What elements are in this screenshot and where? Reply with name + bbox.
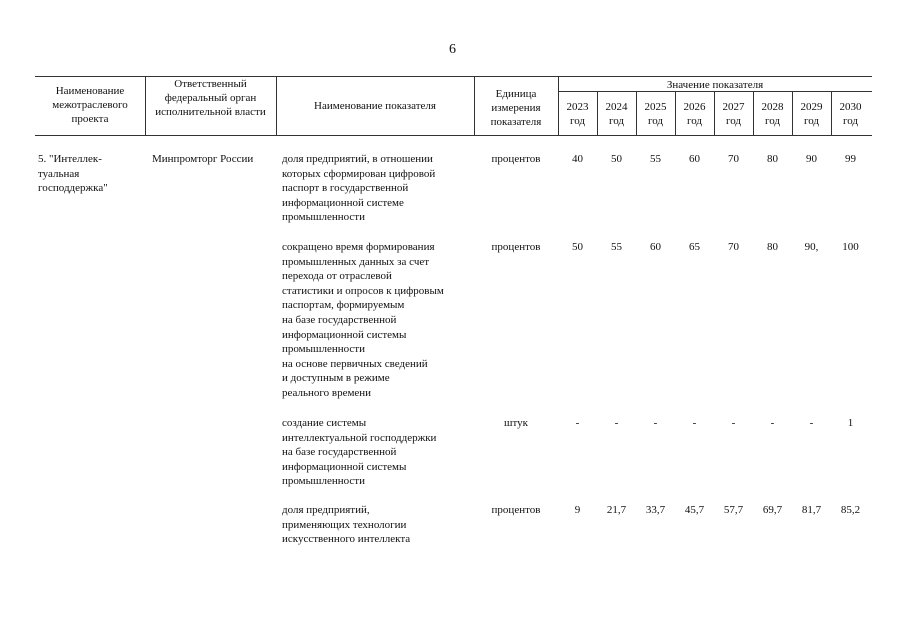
header-year-suffix: год [842, 115, 859, 127]
indicator-name-line: сокращено время формирования [282, 241, 435, 253]
indicator-value: 70 [728, 241, 739, 253]
indicator-name-line: промышленных данных за счет [282, 255, 430, 268]
indicator-value: - [692, 417, 697, 429]
header-indicator-name: Наименование показателя [314, 100, 436, 112]
indicator-name-line: доля предприятий, [282, 504, 370, 516]
indicator-unit: процентов [491, 153, 541, 165]
header-year-suffix: год [569, 115, 586, 127]
indicator-name-line: промышленности [282, 211, 365, 224]
header-year-suffix: год [647, 115, 664, 127]
header-year-number: 2023 [566, 101, 589, 113]
header-year [558, 100, 597, 128]
indicator-value: 99 [845, 153, 856, 165]
indicator-name-line: искусственного интеллекта [282, 533, 411, 546]
indicator-name [282, 503, 474, 547]
project-name-line: туальная [38, 167, 80, 180]
header-year-number: 2029 [800, 101, 823, 113]
header-year-number: 2026 [683, 101, 706, 113]
project-name-line: господдержка" [38, 182, 108, 195]
indicator-value: 90, [804, 241, 819, 253]
indicator-value: 80 [767, 153, 778, 165]
indicator-value: 50 [572, 241, 583, 253]
indicator-value: 21,7 [606, 504, 627, 516]
indicator-name-line: промышленности [282, 343, 365, 356]
indicator-value: - [614, 417, 619, 429]
header-year-number: 2028 [761, 101, 784, 113]
indicator-value: - [731, 417, 736, 429]
header-divider [474, 76, 475, 135]
indicator-unit: штук [504, 417, 528, 429]
indicator-value: 1 [847, 417, 854, 429]
header-year-suffix: год [764, 115, 781, 127]
indicator-value: 81,7 [801, 504, 822, 516]
indicator-value: - [809, 417, 814, 429]
header-divider [145, 76, 146, 135]
indicator-name-line: паспорт в государственной [282, 182, 409, 195]
indicator-value: 69,7 [762, 504, 783, 516]
indicator-name-line: интеллектуальной господдержки [282, 431, 437, 444]
header-year [753, 100, 792, 128]
header-year [636, 100, 675, 128]
indicator-name-line: информационной системы [282, 328, 407, 341]
indicator-value: 90 [806, 153, 817, 165]
indicator-name-line: создание системы [282, 417, 367, 429]
header-year-suffix: год [803, 115, 820, 127]
header-project-name: Наименование межотраслевого проекта [52, 85, 128, 125]
indicator-value: 45,7 [684, 504, 705, 516]
indicator-name-line: промышленности [282, 475, 365, 488]
indicator-name-line: информационной системы [282, 460, 407, 473]
indicator-name-line: перехода от отраслевой [282, 270, 392, 283]
header-year-suffix: год [608, 115, 625, 127]
indicator-name-line: реального времени [282, 386, 372, 399]
responsible-agency: Минпромторг России [152, 153, 254, 165]
header-year-suffix: год [686, 115, 703, 127]
indicator-name-line: и доступным в режиме [282, 372, 390, 385]
header-value-group: Значение показателя [666, 79, 764, 91]
header-year [597, 100, 636, 128]
indicator-value: 57,7 [723, 504, 744, 516]
header-year-suffix: год [725, 115, 742, 127]
indicator-name-line: на основе первичных сведений [282, 357, 428, 370]
header-year [714, 100, 753, 128]
page-number: 6 [449, 42, 456, 57]
indicator-name-line: информационной системе [282, 196, 404, 209]
header-year [831, 100, 870, 128]
indicator-name-line: на базе государственной [282, 446, 397, 459]
indicator-name-line: доля предприятий, в отношении [282, 153, 433, 165]
indicator-value: - [653, 417, 658, 429]
indicator-name [282, 240, 474, 401]
indicator-name-line: применяющих технологии [282, 518, 407, 531]
indicator-name-line: которых сформирован цифровой [282, 167, 436, 180]
header-responsible: Ответственный федеральный орган исполнительной власти [155, 78, 266, 118]
indicator-value: - [770, 417, 775, 429]
indicator-value: 9 [574, 504, 581, 516]
indicator-name-line: на базе государственной [282, 313, 397, 326]
indicator-value: 60 [689, 153, 700, 165]
header-year-number: 2027 [722, 101, 745, 113]
header-year-number: 2025 [644, 101, 667, 113]
indicator-name-line: статистики и опросов к цифровым [282, 284, 444, 297]
indicator-value: 85,2 [840, 504, 861, 516]
indicator-unit: процентов [491, 241, 541, 253]
indicator-value: 60 [650, 241, 661, 253]
header-year-number: 2030 [839, 101, 862, 113]
indicator-value: 55 [650, 153, 661, 165]
indicator-value: 80 [767, 241, 778, 253]
indicator-name [282, 152, 474, 225]
indicator-value: 100 [842, 241, 859, 253]
indicator-name-line: паспортам, формируемым [282, 299, 405, 312]
indicator-value: 70 [728, 153, 739, 165]
project-name-line: 5. "Интеллек- [38, 153, 102, 165]
indicator-name [282, 416, 474, 489]
header-divider [276, 76, 277, 135]
header-year-number: 2024 [605, 101, 628, 113]
header-bottom-rule [35, 135, 872, 136]
indicator-value: 65 [689, 241, 700, 253]
project-name [38, 152, 143, 196]
header-year [792, 100, 831, 128]
header-unit: Единица измерения показателя [490, 88, 542, 128]
indicator-value: - [575, 417, 580, 429]
indicator-unit: процентов [491, 504, 541, 516]
indicator-value: 33,7 [645, 504, 666, 516]
header-year [675, 100, 714, 128]
indicator-value: 50 [611, 153, 622, 165]
indicator-value: 40 [572, 153, 583, 165]
indicator-value: 55 [611, 241, 622, 253]
